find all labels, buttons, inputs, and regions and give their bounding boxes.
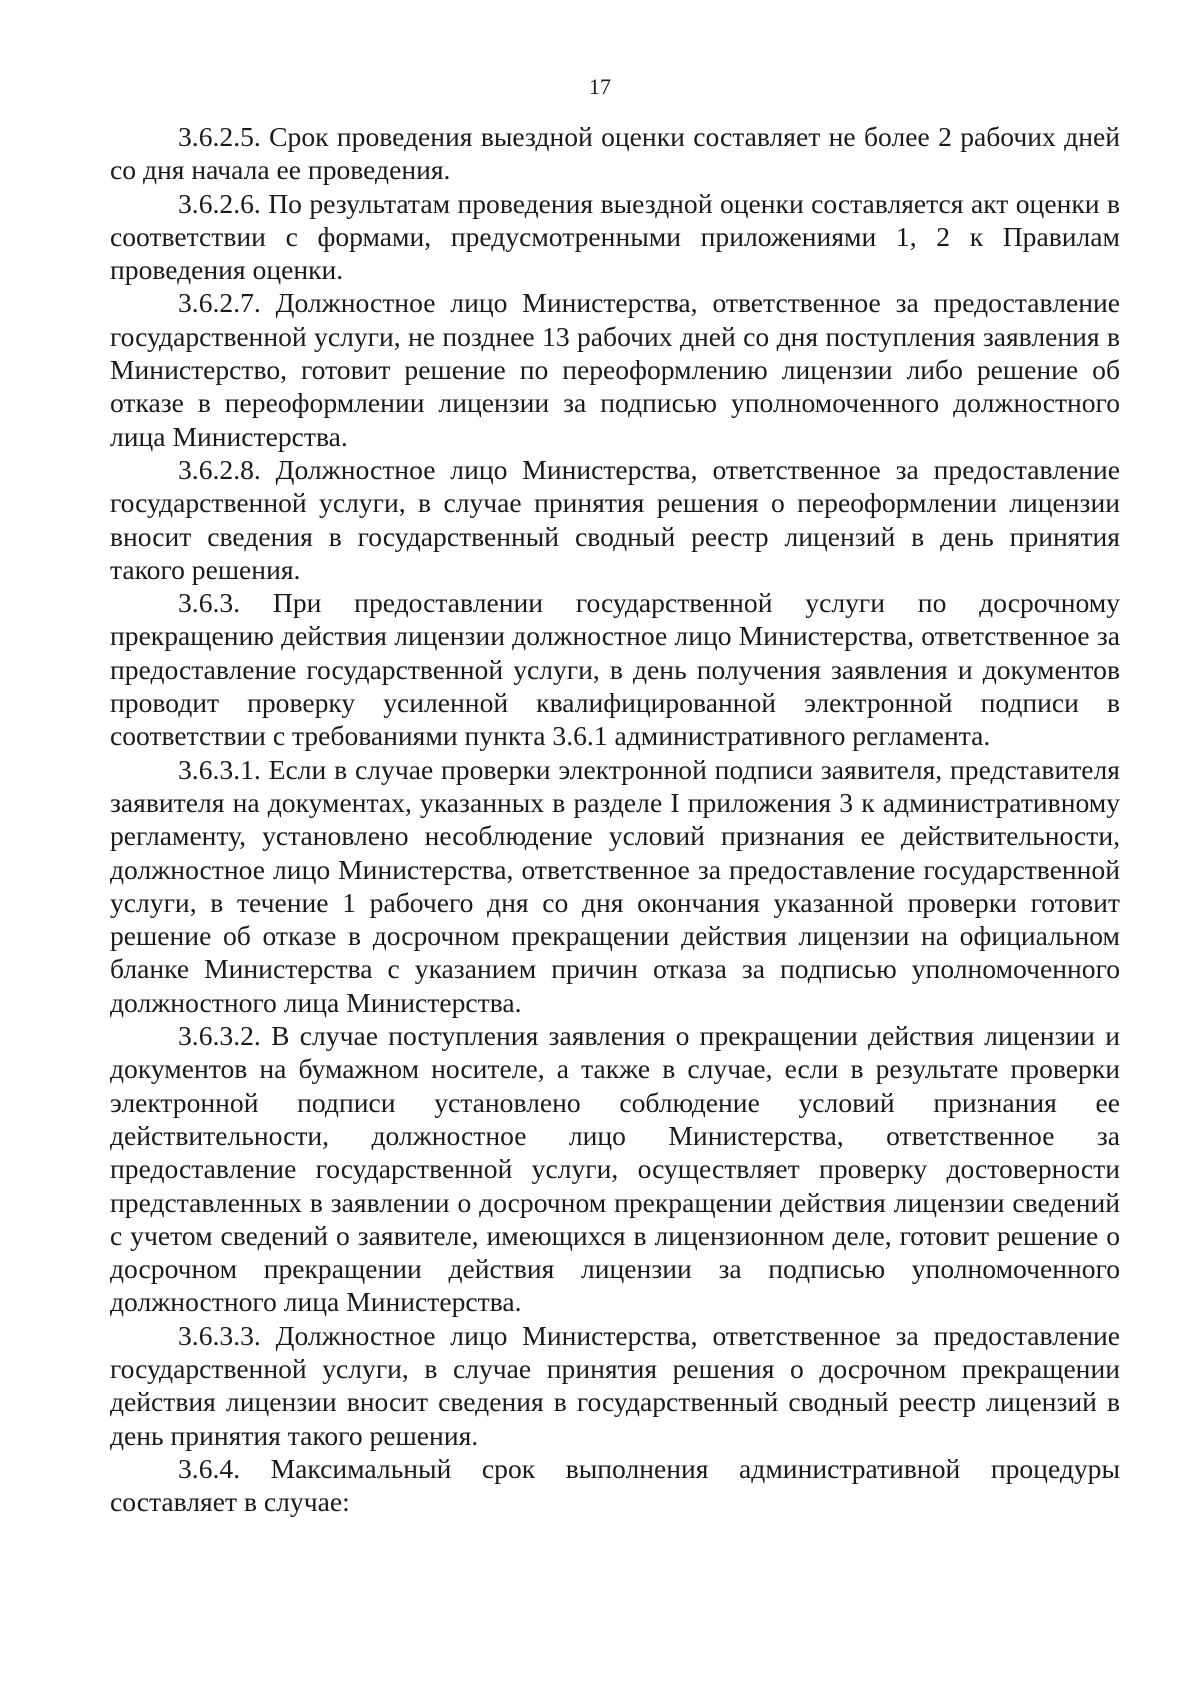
paragraph-3-6-2-5: 3.6.2.5. Срок проведения выездной оценки составляет не более 2 рабочих дней со дня начала ее проведения. [110, 121, 1120, 186]
paragraph-3-6-2-8: 3.6.2.8. Должностное лицо Министерства, ответственное за предоставление государственной услуги, в случае принятия решения о переоформлении лицензии вносит сведения в государственный сводный реестр лицензий в день принятия такого решения. [110, 453, 1120, 585]
document-body [110, 120, 1120, 1518]
paragraph-3-6-3-3: 3.6.3.3. Должностное лицо Министерства, ответственное за предоставление государственной услуги, в случае принятия решения о досрочном прекращении действия лицензии вносит сведения в государственный сводный реестр лицензий в день принятия такого решения. [110, 1319, 1120, 1451]
page-number: 17 [589, 74, 611, 99]
paragraph-3-6-2-6: 3.6.2.6. По результатам проведения выездной оценки составляется акт оценки в соответствии с формами, предусмотренными приложениями 1, 2 к Правилам проведения оценки. [110, 187, 1120, 286]
paragraph-3-6-3-1: 3.6.3.1. Если в случае проверки электронной подписи заявителя, представителя заявителя на документах, указанных в разделе I приложения 3 к административному регламенту, установлено несоблюдение условий признания ее действительности, должностное лицо Министерства, ответственное за предоставление государственной услуги, в течение 1 рабочего дня со дня окончания указанной проверки готовит решение об отказе в досрочном прекращении действия лицензии на официальном бланке Министерства с указанием причин отказа за подписью уполномоченного должностного лица Министерства. [110, 753, 1120, 1018]
paragraph-3-6-2-7: 3.6.2.7. Должностное лицо Министерства, ответственное за предоставление государственной услуги, не позднее 13 рабочих дней со дня поступления заявления в Министерство, готовит решение по переоформлению лицензии либо решение об отказе в переоформлении лицензии за подписью уполномоченного должностного лица Министерства. [110, 287, 1120, 452]
paragraph-3-6-3-2: 3.6.3.2. В случае поступления заявления о прекращении действия лицензии и документов на бумажном носителе, а также в случае, если в результате проверки электронной подписи установлено соблюдение условий признания ее действительности, должностное лицо Министерства, ответственное за предоставление государственной услуги, осуществляет проверку достоверности представленных в заявлении о досрочном прекращении действия лицензии сведений с учетом сведений о заявителе, имеющихся в лицензионном деле, готовит решение о досрочном прекращении действия лицензии за подписью уполномоченного должностного лица Министерства. [110, 1020, 1120, 1318]
paragraph-3-6-4: 3.6.4. Максимальный срок выполнения административной процедуры составляет в случае: [110, 1452, 1120, 1518]
paragraph-3-6-3: 3.6.3. При предоставлении государственной услуги по досрочному прекращению действия лицензии должностное лицо Министерства, ответственное за предоставление государственной услуги, в день получения заявления и документов проводит проверку усиленной квалифицированной электронной подписи в соответствии с требованиями пункта 3.6.1 административного регламента. [110, 587, 1120, 752]
